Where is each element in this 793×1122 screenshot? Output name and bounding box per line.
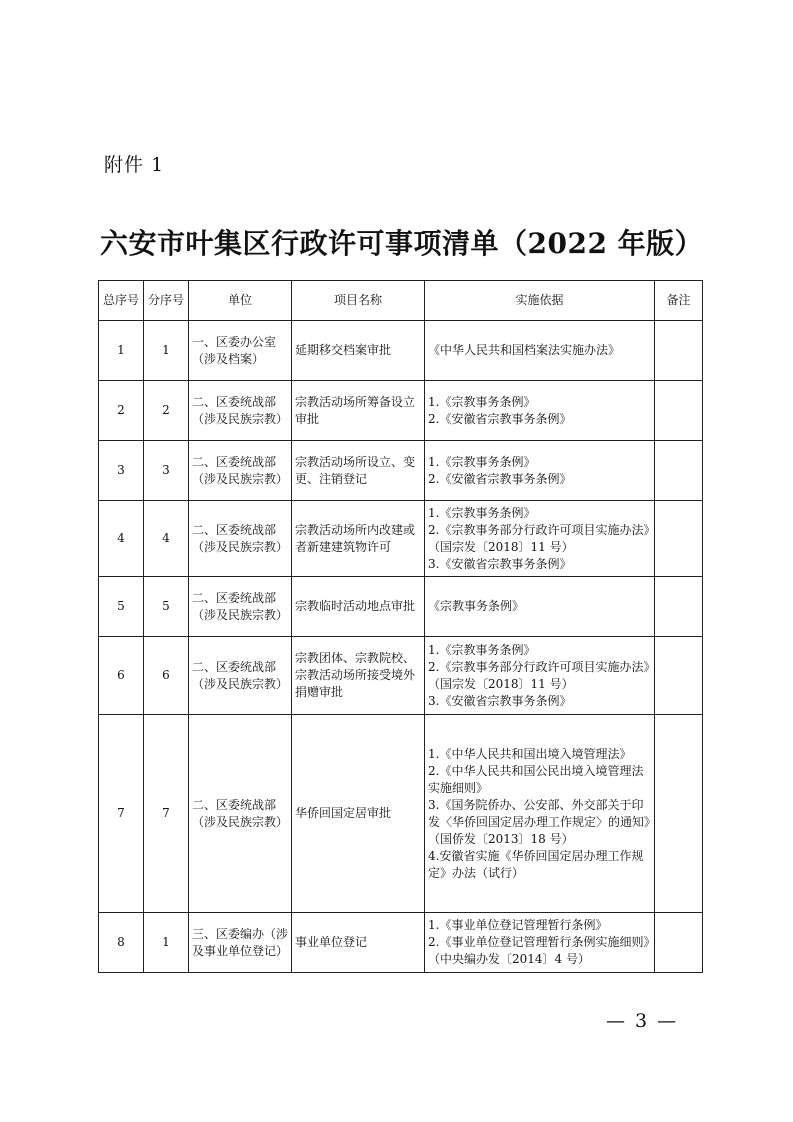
sub-no-cell: 5 bbox=[144, 577, 189, 637]
basis-line: 3.《安徽省宗教事务条例》 bbox=[428, 693, 572, 708]
note-cell bbox=[655, 441, 703, 501]
sub-no-cell: 1 bbox=[144, 321, 189, 381]
item-name-cell: 宗教活动场所内改建或者新建建筑物许可 bbox=[292, 501, 425, 577]
basis-cell bbox=[425, 577, 655, 637]
basis-line: 2.《安徽省宗教事务条例》 bbox=[428, 411, 572, 426]
total-no-cell: 3 bbox=[99, 441, 144, 501]
basis-cell bbox=[425, 321, 655, 381]
table-row bbox=[99, 577, 703, 637]
item-name-cell: 宗教活动场所设立、变更、注销登记 bbox=[292, 441, 425, 501]
table-row bbox=[99, 321, 703, 381]
unit-cell: 三、区委编办（涉及事业单位登记） bbox=[189, 913, 292, 973]
basis-line: 1.《宗教事务条例》 bbox=[428, 454, 536, 469]
basis-line: 2.《宗教事务部分行政许可项目实施办法》（国宗发〔2018〕11 号） bbox=[428, 659, 650, 691]
basis-line: 《宗教事务条例》 bbox=[428, 599, 525, 613]
basis-line: 3.《国务院侨办、公安部、外交部关于印发〈华侨回国定居办理工作规定〉的通知》（国侨发〔2013〕18 号） bbox=[428, 797, 651, 846]
basis-line: 1.《宗教事务条例》 bbox=[428, 642, 536, 657]
sub-no-cell: 3 bbox=[144, 441, 189, 501]
unit-cell: 二、区委统战部（涉及民族宗教） bbox=[189, 441, 292, 501]
table-row bbox=[99, 441, 703, 501]
page-number: — 3 — bbox=[606, 1010, 679, 1032]
total-no-cell: 2 bbox=[99, 381, 144, 441]
sub-no-cell: 1 bbox=[144, 913, 189, 973]
table-row bbox=[99, 715, 703, 913]
item-name-cell: 事业单位登记 bbox=[292, 913, 425, 973]
note-cell bbox=[655, 715, 703, 913]
item-name-cell: 宗教活动场所筹备设立审批 bbox=[292, 381, 425, 441]
sub-no-cell: 2 bbox=[144, 381, 189, 441]
total-no-cell: 1 bbox=[99, 321, 144, 381]
table-row bbox=[99, 381, 703, 441]
header-sub-no: 分序号 bbox=[144, 281, 189, 321]
basis-line: 《中华人民共和国档案法实施办法》 bbox=[428, 343, 621, 357]
table-row bbox=[99, 637, 703, 715]
basis-cell bbox=[425, 441, 655, 501]
note-cell bbox=[655, 321, 703, 381]
unit-cell: 二、区委统战部（涉及民族宗教） bbox=[189, 577, 292, 637]
attachment-label: 附件 1 bbox=[104, 154, 165, 176]
basis-cell bbox=[425, 913, 655, 973]
basis-line: 1.《宗教事务条例》 bbox=[428, 394, 536, 409]
note-cell bbox=[655, 381, 703, 441]
table-row bbox=[99, 501, 703, 577]
document-title: 六安市叶集区行政许可事项清单（2022 年版） bbox=[100, 227, 704, 260]
item-name-cell: 宗教团体、宗教院校、宗教活动场所接受境外捐赠审批 bbox=[292, 637, 425, 715]
basis-line: 2.《中华人民共和国公民出境入境管理法实施细则》 bbox=[428, 763, 644, 795]
item-name-cell: 华侨回国定居审批 bbox=[292, 715, 425, 913]
note-cell bbox=[655, 501, 703, 577]
unit-cell: 二、区委统战部（涉及民族宗教） bbox=[189, 501, 292, 577]
basis-line: 1.《中华人民共和国出境入境管理法》 bbox=[428, 746, 632, 761]
sub-no-cell: 7 bbox=[144, 715, 189, 913]
sub-no-cell: 6 bbox=[144, 637, 189, 715]
basis-line: 1.《宗教事务条例》 bbox=[428, 505, 536, 520]
total-no-cell: 8 bbox=[99, 913, 144, 973]
basis-cell bbox=[425, 381, 655, 441]
header-item-name: 项目名称 bbox=[292, 281, 425, 321]
permit-list-table bbox=[98, 280, 703, 973]
total-no-cell: 5 bbox=[99, 577, 144, 637]
header-note: 备注 bbox=[655, 281, 703, 321]
table-header-row bbox=[99, 281, 703, 321]
unit-cell: 一、区委办公室（涉及档案） bbox=[189, 321, 292, 381]
header-basis: 实施依据 bbox=[425, 281, 655, 321]
basis-line: 3.《安徽省宗教事务条例》 bbox=[428, 556, 572, 571]
note-cell bbox=[655, 637, 703, 715]
basis-cell bbox=[425, 501, 655, 577]
header-total-no: 总序号 bbox=[99, 281, 144, 321]
basis-line: 2.《事业单位登记管理暂行条例实施细则》（中央编办发〔2014〕4 号） bbox=[428, 935, 650, 966]
basis-line: 4.安徽省实施《华侨回国定居办理工作规定》办法（试行） bbox=[428, 848, 644, 880]
unit-cell: 二、区委统战部（涉及民族宗教） bbox=[189, 381, 292, 441]
sub-no-cell: 4 bbox=[144, 501, 189, 577]
item-name-cell: 延期移交档案审批 bbox=[292, 321, 425, 381]
note-cell bbox=[655, 913, 703, 973]
unit-cell: 二、区委统战部（涉及民族宗教） bbox=[189, 637, 292, 715]
table-row bbox=[99, 913, 703, 973]
header-unit: 单位 bbox=[189, 281, 292, 321]
basis-cell bbox=[425, 715, 655, 913]
unit-cell: 二、区委统战部（涉及民族宗教） bbox=[189, 715, 292, 913]
basis-line: 1.《事业单位登记管理暂行条例》 bbox=[428, 918, 608, 932]
basis-cell bbox=[425, 637, 655, 715]
basis-line: 2.《宗教事务部分行政许可项目实施办法》（国宗发〔2018〕11 号） bbox=[428, 522, 650, 554]
item-name-cell: 宗教临时活动地点审批 bbox=[292, 577, 425, 637]
total-no-cell: 6 bbox=[99, 637, 144, 715]
total-no-cell: 4 bbox=[99, 501, 144, 577]
basis-line: 2.《安徽省宗教事务条例》 bbox=[428, 471, 572, 486]
total-no-cell: 7 bbox=[99, 715, 144, 913]
note-cell bbox=[655, 577, 703, 637]
